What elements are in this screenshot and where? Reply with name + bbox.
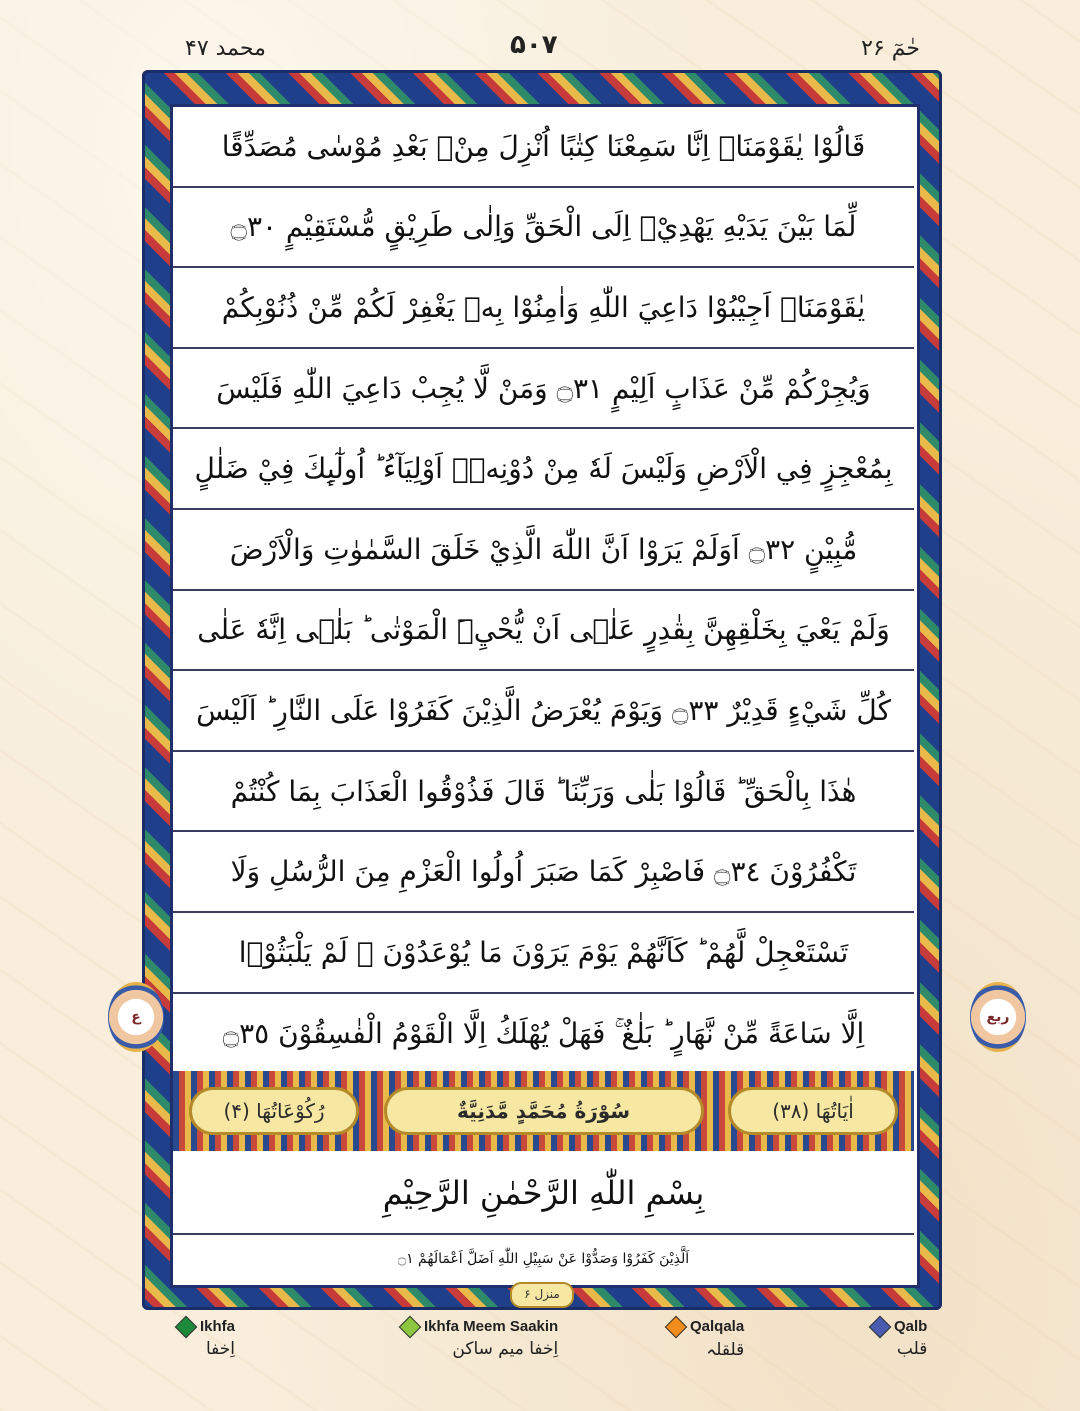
juz-label: حٰمٓ ۲۶ — [861, 36, 920, 61]
verse-line-text: بِمُعْجِزٍ فِي الْاَرْضِ وَلَيْسَ لَهٗ مِنْ دُوْنِهٖۤ اَوْلِيَآءُ ؕ اُولٰٓىِٕكَ فِيْ ضَلٰلٍ — [194, 452, 893, 486]
legend-label-en: Qalqala — [690, 1318, 745, 1335]
verse-line-text: قَالُوْا يٰقَوْمَنَاۤ اِنَّا سَمِعْنَا كِتٰبًا اُنْزِلَ مِنْۢ بَعْدِ مُوْسٰى مُصَدِّقًا — [221, 129, 866, 163]
legend-item-ikhfa — [178, 1318, 235, 1359]
legend-label-ur: قلقلہ — [706, 1340, 745, 1360]
surah-header-band — [173, 1071, 914, 1151]
legend-item-qalb — [872, 1318, 927, 1359]
verse-line-text: لِّمَا بَيْنَ يَدَيْهِ يَهْدِيْۤ اِلَى الْحَقِّ وَاِلٰى طَرِيْقٍ مُّسْتَقِيْمٍ ۝٣٠ — [230, 210, 857, 244]
verse-line — [173, 268, 914, 349]
diamond-icon — [869, 1315, 892, 1338]
ruku-medallion — [108, 982, 164, 1052]
tajweed-legend — [0, 1318, 1080, 1408]
legend-item-ikhfa-meem-saakin — [402, 1318, 558, 1359]
legend-label-en: Qalb — [894, 1318, 928, 1335]
verse-line-text: يٰقَوْمَنَاۤ اَجِيْبُوْا دَاعِيَ اللّٰهِ وَاٰمِنُوْا بِهٖ يَغْفِرْ لَكُمْ مِّنْ ذُنُوْبِكُمْ — [221, 290, 866, 324]
verse-line-text: وَلَمْ يَعْيَ بِخَلْقِهِنَّ بِقٰدِرٍ عَلٰۤى اَنْ يُّحْيِۦَ الْمَوْتٰى ؕ بَلٰۤى اِنَّهٗ عَلٰى — [197, 613, 890, 647]
legend-label-en: Ikhfa — [200, 1318, 236, 1335]
verse-line-text: اِلَّا سَاعَةً مِّنْ نَّهَارٍ ؕ بَلٰغٌ ۚ فَهَلْ يُهْلَكُ اِلَّا الْقَوْمُ الْفٰسِقُوْنَ ۝٣٥ — [222, 1016, 865, 1050]
verse-line-text: كُلِّ شَيْءٍ قَدِيْرٌ ۝٣٣ وَيَوْمَ يُعْرَضُ الَّذِيْنَ كَفَرُوْا عَلَى النَّارِ ؕ اَلَيْسَ — [196, 693, 891, 727]
verse-line — [173, 913, 914, 994]
verse-line — [173, 591, 914, 672]
verse-line — [173, 107, 914, 188]
verse-line — [173, 429, 914, 510]
diamond-icon — [175, 1315, 198, 1338]
surah-name-cartouche: سُوْرَةُ مُحَمَّدٍ مَّدَنِيَّةٌ — [384, 1087, 704, 1135]
surah-label: محمد ۴۷ — [185, 36, 266, 61]
verse-line-text: مُّبِيْنٍ ۝٣٢ اَوَلَمْ يَرَوْا اَنَّ اللّٰهَ الَّذِيْ خَلَقَ السَّمٰوٰتِ وَالْاَرْضَ — [229, 532, 858, 566]
legend-label-ur: اِخفا میم ساکن — [452, 1339, 559, 1359]
verse-line — [173, 671, 914, 752]
legend-item-qalqala — [668, 1318, 744, 1360]
verse-line-text: تَكْفُرُوْنَ ۝٣٤ فَاصْبِرْ كَمَا صَبَرَ اُولُوا الْعَزْمِ مِنَ الرُّسُلِ وَلَا — [230, 855, 857, 889]
verse-line — [173, 832, 914, 913]
verse-line-text: هٰذَا بِالْحَقِّ ؕ قَالُوْا بَلٰى وَرَبِّنَا ؕ قَالَ فَذُوْقُوا الْعَذَابَ بِمَا كُنْتُمْ — [230, 774, 857, 808]
ruku-medallion-label: ع — [131, 1009, 141, 1025]
legend-label-ur: اِخفا — [206, 1339, 236, 1359]
diamond-icon — [665, 1315, 688, 1338]
legend-label-en: Ikhfa Meem Saakin — [424, 1318, 559, 1335]
verse-line — [173, 752, 914, 833]
page-header — [0, 30, 1080, 70]
verse-line — [173, 349, 914, 430]
verse-line-text: وَيُجِرْكُمْ مِّنْ عَذَابٍ اَلِيْمٍ ۝٣١ وَمَنْ لَّا يُجِبْ دَاعِيَ اللّٰهِ فَلَيْسَ — [216, 371, 871, 405]
manzil-badge: منزل ۶ — [510, 1282, 574, 1308]
verse-lines — [173, 107, 914, 1074]
verse-line-text: تَسْتَعْجِلْ لَّهُمْ ؕ كَاَنَّهُمْ يَوْمَ يَرَوْنَ مَا يُوْعَدُوْنَ ۙ لَمْ يَلْبَثُوْۤا — [238, 935, 849, 969]
rub-medallion — [970, 982, 1026, 1052]
verse-line — [173, 994, 914, 1075]
bismillah: بِسْمِ اللّٰهِ الرَّحْمٰنِ الرَّحِيْمِ — [173, 1153, 914, 1235]
ruku-count-cartouche: رُكُوْعَاتُهَا (۴) — [189, 1087, 359, 1135]
verse-line — [173, 188, 914, 269]
verse-line — [173, 510, 914, 591]
legend-label-ur: قلب — [896, 1339, 928, 1359]
diamond-icon — [399, 1315, 422, 1338]
verse-line-last: اَلَّذِيْنَ كَفَرُوْا وَصَدُّوْا عَنْ سَبِيْلِ اللّٰهِ اَضَلَّ اَعْمَالَهُمْ ۝١ — [397, 1250, 690, 1267]
rub-medallion-label: ربع — [986, 1009, 1010, 1025]
page-number: ۵۰۷ — [510, 30, 558, 60]
ayat-count-cartouche: اٰيَاتُهَا (۳۸) — [728, 1087, 898, 1135]
